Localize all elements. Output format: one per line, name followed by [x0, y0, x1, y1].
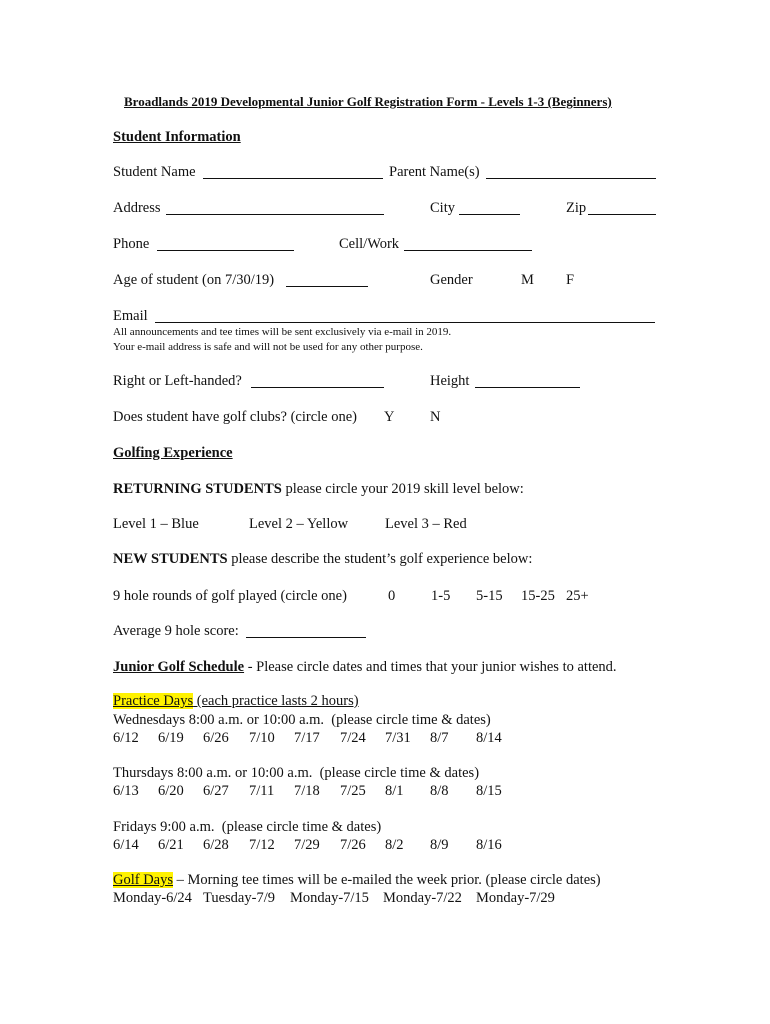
zip-label: Zip [566, 200, 587, 216]
rounds-option[interactable]: 1-5 [431, 588, 451, 604]
practice-days-line [113, 692, 359, 710]
level-3-option[interactable]: Level 3 – Red [385, 516, 467, 532]
returning-students-text: please circle your 2019 skill level below: [281, 481, 524, 497]
date-option[interactable]: 6/20 [158, 783, 184, 799]
cell-work-label: Cell/Work [339, 236, 400, 252]
golf-days-label: Golf Days [113, 872, 174, 888]
level-2-option[interactable]: Level 2 – Yellow [249, 516, 349, 532]
golf-days-text: – Morning tee times will be e-mailed the week prior. (please circle dates) [173, 872, 601, 888]
parent-name-field[interactable] [486, 164, 656, 179]
rounds-option[interactable]: 0 [388, 588, 396, 604]
schedule-heading-line [113, 658, 617, 676]
fridays-line: Fridays 9:00 a.m. (please circle time & dates) [113, 819, 382, 835]
new-students-text: please describe the student’s golf experience below: [227, 551, 533, 567]
date-option[interactable]: 6/19 [158, 730, 184, 746]
age-label: Age of student (on 7/30/19) [113, 272, 275, 288]
date-option[interactable]: 6/21 [158, 837, 184, 853]
returning-students-line [113, 480, 524, 498]
golf-day-option[interactable]: Monday-7/15 [290, 890, 369, 906]
phone-field[interactable] [157, 236, 294, 251]
gender-m-option[interactable]: M [521, 272, 534, 288]
handed-field[interactable] [251, 373, 384, 388]
date-option[interactable]: 8/8 [430, 783, 449, 799]
date-option[interactable]: 7/10 [249, 730, 275, 746]
date-option[interactable]: 7/24 [340, 730, 366, 746]
date-option[interactable]: 7/29 [294, 837, 320, 853]
student-info-heading: Student Information [113, 129, 241, 145]
cell-work-field[interactable] [404, 236, 532, 251]
gender-f-option[interactable]: F [566, 272, 575, 288]
date-option[interactable]: 8/2 [385, 837, 404, 853]
date-option[interactable]: 7/11 [249, 783, 275, 799]
clubs-no-option[interactable]: N [430, 409, 441, 425]
friday-dates [0, 836, 770, 854]
date-option[interactable]: 7/17 [294, 730, 320, 746]
schedule-heading: Junior Golf Schedule [113, 659, 245, 675]
date-option[interactable]: 6/14 [113, 837, 139, 853]
address-label: Address [113, 200, 161, 216]
rounds-option[interactable]: 15-25 [521, 588, 555, 604]
wednesdays-line: Wednesdays 8:00 a.m. or 10:00 a.m. (please circle time & dates) [113, 712, 491, 728]
schedule-instructions: - Please circle dates and times that your junior wishes to attend. [244, 659, 617, 675]
returning-students-label: RETURNING STUDENTS [113, 481, 282, 497]
parent-name-label: Parent Name(s) [389, 164, 480, 180]
height-field[interactable] [475, 373, 580, 388]
new-students-label: NEW STUDENTS [113, 551, 228, 567]
age-field[interactable] [286, 272, 368, 287]
date-option[interactable]: 7/25 [340, 783, 366, 799]
date-option[interactable]: 8/1 [385, 783, 404, 799]
date-option[interactable]: 6/13 [113, 783, 139, 799]
avg-score-field[interactable] [246, 623, 366, 638]
date-option[interactable]: 8/16 [476, 837, 502, 853]
golf-day-option[interactable]: Tuesday-7/9 [203, 890, 275, 906]
city-field[interactable] [459, 200, 520, 215]
golf-day-option[interactable]: Monday-7/29 [476, 890, 555, 906]
gender-label: Gender [430, 272, 473, 288]
level-1-option[interactable]: Level 1 – Blue [113, 516, 199, 532]
email-note-2: Your e-mail address is safe and will not be used for any other purpose. [113, 341, 423, 353]
thursdays-line: Thursdays 8:00 a.m. or 10:00 a.m. (please circle time & dates) [113, 765, 480, 781]
date-option[interactable]: 8/7 [430, 730, 449, 746]
date-option[interactable]: 7/18 [294, 783, 320, 799]
handed-label: Right or Left-handed? [113, 373, 242, 389]
golf-day-option[interactable]: Monday-7/22 [383, 890, 462, 906]
date-option[interactable]: 7/26 [340, 837, 366, 853]
date-option[interactable]: 8/14 [476, 730, 502, 746]
avg-score-label: Average 9 hole score: [113, 623, 239, 639]
height-label: Height [430, 373, 470, 389]
rounds-label: 9 hole rounds of golf played (circle one) [113, 588, 347, 604]
golf-days-dates [0, 889, 770, 907]
date-option[interactable]: 6/12 [113, 730, 139, 746]
clubs-label: Does student have golf clubs? (circle one) [113, 409, 357, 425]
date-option[interactable]: 8/15 [476, 783, 502, 799]
golf-days-line [113, 871, 601, 889]
new-students-line [113, 550, 532, 568]
rounds-option[interactable]: 25+ [566, 588, 589, 604]
date-option[interactable]: 7/31 [385, 730, 411, 746]
date-option[interactable]: 6/27 [203, 783, 229, 799]
experience-heading: Golfing Experience [113, 445, 233, 461]
date-option[interactable]: 8/9 [430, 837, 449, 853]
practice-days-note: (each practice lasts 2 hours) [193, 693, 359, 709]
student-name-label: Student Name [113, 164, 196, 180]
rounds-option[interactable]: 5-15 [476, 588, 503, 604]
wednesday-dates [0, 729, 770, 747]
zip-field[interactable] [588, 200, 656, 215]
clubs-yes-option[interactable]: Y [384, 409, 395, 425]
city-label: City [430, 200, 455, 216]
practice-days-label: Practice Days [113, 693, 194, 709]
student-name-field[interactable] [203, 164, 383, 179]
date-option[interactable]: 7/12 [249, 837, 275, 853]
date-option[interactable]: 6/28 [203, 837, 229, 853]
address-field[interactable] [166, 200, 384, 215]
date-option[interactable]: 6/26 [203, 730, 229, 746]
email-note-1: All announcements and tee times will be sent exclusively via e-mail in 2019. [113, 326, 452, 338]
email-field[interactable] [155, 308, 655, 323]
email-label: Email [113, 308, 148, 324]
golf-day-option[interactable]: Monday-6/24 [113, 890, 192, 906]
phone-label: Phone [113, 236, 150, 252]
thursday-dates [0, 782, 770, 800]
form-title: Broadlands 2019 Developmental Junior Golf Registration Form - Levels 1-3 (Beginners) [124, 94, 612, 109]
